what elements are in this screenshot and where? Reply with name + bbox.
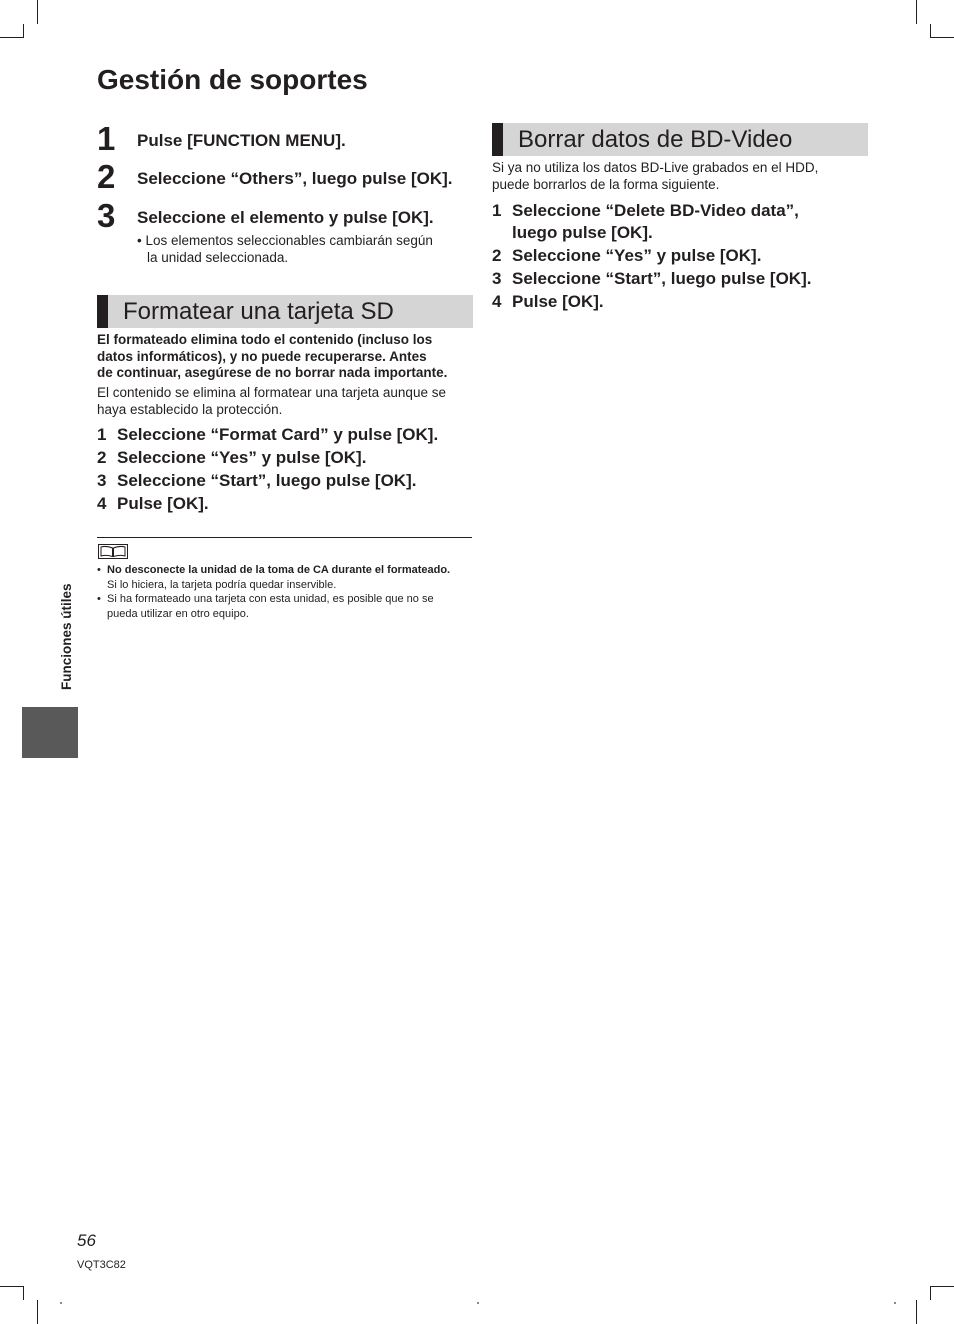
book-icon xyxy=(98,544,128,559)
item-text: Seleccione “Yes” y pulse [OK]. xyxy=(117,448,367,467)
intro-line: puede borrarlos de la forma siguiente. xyxy=(492,177,720,192)
note-line: Los elementos seleccionables cambiarán según xyxy=(145,233,433,248)
format-warning xyxy=(97,332,447,382)
side-tab-label: Funciones útiles xyxy=(59,583,74,690)
list-item xyxy=(97,563,450,592)
warning-line: datos informáticos), y no puede recuperarse. Antes xyxy=(97,348,427,364)
info-line: haya establecido la protección. xyxy=(97,402,283,417)
heading-text: Borrar datos de BD-Video xyxy=(518,126,793,153)
note-text: Si lo hiciera, la tarjeta podría quedar inservible. xyxy=(107,578,337,591)
list-item xyxy=(492,268,811,290)
note-line: la unidad seleccionada. xyxy=(147,250,289,265)
warning-line: El formateado elimina todo el contenido (incluso los xyxy=(97,332,433,347)
heading-bar xyxy=(97,295,108,328)
page-number: 56 xyxy=(77,1231,96,1250)
list-item xyxy=(492,291,811,313)
item-number: 1 xyxy=(97,425,107,444)
registration-dot xyxy=(60,1302,62,1304)
intro-line: Si ya no utiliza los datos BD-Live grabados en el HDD, xyxy=(492,160,819,175)
item-text: Seleccione “Yes” y pulse [OK]. xyxy=(512,246,762,265)
crop-mark xyxy=(0,37,24,38)
section-heading-bd-video xyxy=(492,123,868,156)
list-item xyxy=(492,245,811,267)
crop-mark xyxy=(930,1286,954,1287)
item-text: Seleccione “Start”, luego pulse [OK]. xyxy=(512,269,812,288)
item-text: Pulse [OK]. xyxy=(117,494,209,513)
side-tab-block xyxy=(22,707,78,758)
crop-mark xyxy=(930,37,954,38)
format-notes xyxy=(97,563,450,621)
step-number: 1 xyxy=(97,120,116,157)
item-number: 4 xyxy=(492,292,502,311)
bullet: • xyxy=(97,564,101,576)
info-line: El contenido se elimina al formatear una tarjeta aunque se xyxy=(97,385,446,400)
page-title: Gestión de soportes xyxy=(97,64,368,95)
crop-mark xyxy=(930,1287,931,1300)
list-item xyxy=(97,424,438,446)
registration-dot xyxy=(477,1302,479,1304)
list-item xyxy=(97,592,450,621)
heading-bar xyxy=(492,123,503,156)
item-text: Pulse [OK]. xyxy=(512,292,604,311)
note-text: Si ha formateado una tarjeta con esta unidad, es posible que no se xyxy=(107,593,434,605)
item-text: Seleccione “Format Card” y pulse [OK]. xyxy=(117,425,439,444)
crop-mark xyxy=(37,1300,38,1324)
step-text: Pulse [FUNCTION MENU]. xyxy=(137,131,346,150)
list-item xyxy=(492,200,811,244)
divider xyxy=(97,537,472,538)
step-number: 2 xyxy=(97,158,116,195)
format-steps xyxy=(97,424,438,516)
bd-video-intro xyxy=(492,159,818,193)
bullet: • xyxy=(137,233,142,248)
step-number: 3 xyxy=(97,197,116,234)
section-heading-format-sd xyxy=(97,295,473,328)
crop-mark xyxy=(37,0,38,24)
item-text: luego pulse [OK]. xyxy=(512,223,653,242)
step-text: Seleccione “Others”, luego pulse [OK]. xyxy=(137,169,453,188)
bullet: • xyxy=(97,593,101,605)
item-number: 2 xyxy=(492,246,502,265)
item-number: 4 xyxy=(97,494,107,513)
item-number: 1 xyxy=(492,201,502,220)
item-text: Seleccione “Delete BD-Video data”, xyxy=(512,201,799,220)
list-item xyxy=(97,470,438,492)
item-number: 3 xyxy=(97,471,107,490)
note-text: pueda utilizar en otro equipo. xyxy=(107,607,249,620)
bd-video-steps xyxy=(492,200,811,314)
step-note xyxy=(137,232,433,266)
item-number: 2 xyxy=(97,448,107,467)
crop-mark xyxy=(930,24,931,37)
crop-mark xyxy=(916,0,917,24)
crop-mark xyxy=(916,1300,917,1324)
list-item xyxy=(97,447,438,469)
step-text: Seleccione el elemento y pulse [OK]. xyxy=(137,208,434,227)
note-bold: No desconecte la unidad de la toma de CA durante el formateado. xyxy=(107,564,451,576)
list-item xyxy=(97,493,438,515)
doc-code: VQT3C82 xyxy=(77,1259,126,1271)
format-info xyxy=(97,384,446,418)
warning-line: de continuar, asegúrese de no borrar nada importante. xyxy=(97,365,448,380)
crop-mark xyxy=(23,24,24,37)
item-text: Seleccione “Start”, luego pulse [OK]. xyxy=(117,471,417,490)
item-number: 3 xyxy=(492,269,502,288)
heading-text: Formatear una tarjeta SD xyxy=(123,298,394,325)
registration-dot xyxy=(894,1302,896,1304)
crop-mark xyxy=(0,1286,24,1287)
crop-mark xyxy=(23,1287,24,1300)
